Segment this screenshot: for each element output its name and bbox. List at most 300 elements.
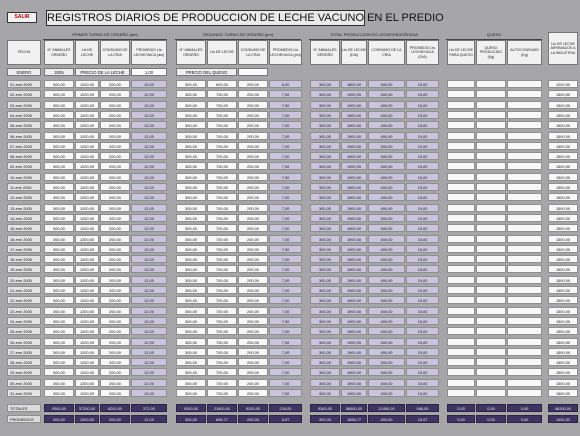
primer-lts-cell[interactable]: 1200,00 xyxy=(75,111,99,119)
queso-producido-cell[interactable] xyxy=(476,255,506,263)
primer-consumo-cell[interactable]: 200,00 xyxy=(100,111,130,119)
primer-animales-cell[interactable]: 300,00 xyxy=(44,348,74,356)
industria-cell[interactable]: 1500,00 xyxy=(548,142,578,150)
queso-producido-cell[interactable] xyxy=(476,162,506,170)
primer-consumo-cell[interactable]: 200,00 xyxy=(100,235,130,243)
primer-promedio-cell[interactable]: 12,00 xyxy=(131,379,167,387)
total-promedio-cell[interactable]: 15,00 xyxy=(406,348,439,356)
total-lts-cell[interactable]: 1900,00 xyxy=(341,235,367,243)
total-promedio-cell[interactable]: 15,00 xyxy=(406,235,439,243)
segundo-animales-cell[interactable]: 300,00 xyxy=(176,132,206,140)
total-lts-cell[interactable]: 1900,00 xyxy=(341,121,367,129)
industria-cell[interactable]: 1500,00 xyxy=(548,379,578,387)
industria-cell[interactable]: 1500,00 xyxy=(548,183,578,191)
segundo-consumo-cell[interactable]: 200,00 xyxy=(238,121,268,129)
primer-promedio-cell[interactable]: 12,00 xyxy=(131,142,167,150)
primer-promedio-cell[interactable]: 12,00 xyxy=(131,368,167,376)
total-lts-cell[interactable]: 1900,00 xyxy=(341,368,367,376)
total-lts-cell[interactable]: 1900,00 xyxy=(341,132,367,140)
queso-lts-cell[interactable] xyxy=(447,265,475,273)
primer-animales-cell[interactable]: 300,00 xyxy=(44,80,74,88)
primer-lts-cell[interactable]: 1200,00 xyxy=(75,204,99,212)
total-promedio-cell[interactable]: 15,00 xyxy=(406,204,439,212)
queso-lts-cell[interactable] xyxy=(447,348,475,356)
segundo-animales-cell[interactable]: 300,00 xyxy=(176,265,206,273)
primer-promedio-cell[interactable]: 12,00 xyxy=(131,101,167,109)
total-promedio-cell[interactable]: 15,00 xyxy=(406,101,439,109)
primer-animales-cell[interactable]: 300,00 xyxy=(44,162,74,170)
total-promedio-cell[interactable]: 15,00 xyxy=(406,296,439,304)
queso-producido-cell[interactable] xyxy=(476,111,506,119)
total-consumo-cell[interactable]: 400,00 xyxy=(368,121,405,129)
primer-promedio-cell[interactable]: 12,00 xyxy=(131,296,167,304)
queso-autoconsumo-cell[interactable] xyxy=(507,142,542,150)
queso-lts-cell[interactable] xyxy=(447,132,475,140)
segundo-lts-cell[interactable]: 700,00 xyxy=(207,245,237,253)
total-promedio-cell[interactable]: 15,00 xyxy=(406,358,439,366)
primer-animales-cell[interactable]: 300,00 xyxy=(44,90,74,98)
segundo-animales-cell[interactable]: 300,00 xyxy=(176,90,206,98)
primer-consumo-cell[interactable]: 200,00 xyxy=(100,173,130,181)
segundo-animales-cell[interactable]: 300,00 xyxy=(176,152,206,160)
segundo-consumo-cell[interactable]: 200,00 xyxy=(238,276,268,284)
total-lts-cell[interactable]: 1900,00 xyxy=(341,296,367,304)
segundo-consumo-cell[interactable]: 200,00 xyxy=(238,307,268,315)
total-animales-cell[interactable]: 300,00 xyxy=(310,368,340,376)
industria-cell[interactable]: 1500,00 xyxy=(548,90,578,98)
segundo-animales-cell[interactable]: 300,00 xyxy=(176,224,206,232)
queso-lts-cell[interactable] xyxy=(447,193,475,201)
primer-consumo-cell[interactable]: 200,00 xyxy=(100,183,130,191)
segundo-animales-cell[interactable]: 300,00 xyxy=(176,214,206,222)
industria-cell[interactable]: 1500,00 xyxy=(548,132,578,140)
total-promedio-cell[interactable]: 15,00 xyxy=(406,389,439,397)
total-consumo-cell[interactable]: 400,00 xyxy=(368,152,405,160)
total-animales-cell[interactable]: 300,00 xyxy=(310,152,340,160)
primer-animales-cell[interactable]: 300,00 xyxy=(44,317,74,325)
total-lts-cell[interactable]: 1900,00 xyxy=(341,245,367,253)
queso-producido-cell[interactable] xyxy=(476,327,506,335)
industria-cell[interactable]: 1500,00 xyxy=(548,368,578,376)
queso-producido-cell[interactable] xyxy=(476,183,506,191)
primer-consumo-cell[interactable]: 200,00 xyxy=(100,368,130,376)
total-lts-cell[interactable]: 1900,00 xyxy=(341,204,367,212)
primer-animales-cell[interactable]: 300,00 xyxy=(44,276,74,284)
industria-cell[interactable]: 1500,00 xyxy=(548,173,578,181)
primer-promedio-cell[interactable]: 12,00 xyxy=(131,214,167,222)
primer-animales-cell[interactable]: 300,00 xyxy=(44,368,74,376)
primer-animales-cell[interactable]: 300,00 xyxy=(44,358,74,366)
primer-animales-cell[interactable]: 300,00 xyxy=(44,265,74,273)
segundo-promedio-cell[interactable]: 7,00 xyxy=(269,152,302,160)
segundo-consumo-cell[interactable]: 200,00 xyxy=(238,111,268,119)
queso-producido-cell[interactable] xyxy=(476,152,506,160)
queso-autoconsumo-cell[interactable] xyxy=(507,132,542,140)
total-consumo-cell[interactable]: 400,00 xyxy=(368,276,405,284)
total-consumo-cell[interactable]: 400,00 xyxy=(368,368,405,376)
segundo-promedio-cell[interactable]: 6,00 xyxy=(269,80,302,88)
queso-producido-cell[interactable] xyxy=(476,307,506,315)
primer-promedio-cell[interactable]: 12,00 xyxy=(131,389,167,397)
segundo-promedio-cell[interactable]: 7,00 xyxy=(269,111,302,119)
queso-lts-cell[interactable] xyxy=(447,90,475,98)
queso-autoconsumo-cell[interactable] xyxy=(507,368,542,376)
total-promedio-cell[interactable]: 15,00 xyxy=(406,338,439,346)
total-animales-cell[interactable]: 300,00 xyxy=(310,327,340,335)
segundo-lts-cell[interactable]: 700,00 xyxy=(207,327,237,335)
primer-animales-cell[interactable]: 300,00 xyxy=(44,121,74,129)
queso-autoconsumo-cell[interactable] xyxy=(507,245,542,253)
segundo-lts-cell[interactable]: 700,00 xyxy=(207,358,237,366)
segundo-promedio-cell[interactable]: 7,00 xyxy=(269,183,302,191)
segundo-animales-cell[interactable]: 300,00 xyxy=(176,142,206,150)
primer-lts-cell[interactable]: 1200,00 xyxy=(75,121,99,129)
total-lts-cell[interactable]: 1900,00 xyxy=(341,193,367,201)
primer-lts-cell[interactable]: 1200,00 xyxy=(75,317,99,325)
primer-consumo-cell[interactable]: 200,00 xyxy=(100,142,130,150)
segundo-consumo-cell[interactable]: 200,00 xyxy=(238,90,268,98)
primer-animales-cell[interactable]: 300,00 xyxy=(44,224,74,232)
primer-lts-cell[interactable]: 1200,00 xyxy=(75,152,99,160)
primer-animales-cell[interactable]: 300,00 xyxy=(44,152,74,160)
segundo-promedio-cell[interactable]: 7,00 xyxy=(269,389,302,397)
total-promedio-cell[interactable]: 15,00 xyxy=(406,286,439,294)
industria-cell[interactable]: 1500,00 xyxy=(548,111,578,119)
queso-lts-cell[interactable] xyxy=(447,235,475,243)
primer-lts-cell[interactable]: 1200,00 xyxy=(75,214,99,222)
primer-animales-cell[interactable]: 300,00 xyxy=(44,142,74,150)
queso-autoconsumo-cell[interactable] xyxy=(507,183,542,191)
industria-cell[interactable]: 1500,00 xyxy=(548,214,578,222)
total-lts-cell[interactable]: 1800,00 xyxy=(341,80,367,88)
primer-lts-cell[interactable]: 1200,00 xyxy=(75,80,99,88)
queso-producido-cell[interactable] xyxy=(476,173,506,181)
total-lts-cell[interactable]: 1900,00 xyxy=(341,379,367,387)
total-animales-cell[interactable]: 300,00 xyxy=(310,276,340,284)
total-lts-cell[interactable]: 1900,00 xyxy=(341,307,367,315)
segundo-promedio-cell[interactable]: 7,00 xyxy=(269,101,302,109)
total-animales-cell[interactable]: 300,00 xyxy=(310,101,340,109)
total-animales-cell[interactable]: 300,00 xyxy=(310,173,340,181)
segundo-consumo-cell[interactable]: 200,00 xyxy=(238,80,268,88)
queso-autoconsumo-cell[interactable] xyxy=(507,162,542,170)
industria-cell[interactable]: 1500,00 xyxy=(548,327,578,335)
segundo-lts-cell[interactable]: 700,00 xyxy=(207,132,237,140)
segundo-lts-cell[interactable]: 700,00 xyxy=(207,389,237,397)
total-promedio-cell[interactable]: 15,00 xyxy=(406,276,439,284)
primer-consumo-cell[interactable]: 200,00 xyxy=(100,307,130,315)
queso-autoconsumo-cell[interactable] xyxy=(507,286,542,294)
primer-consumo-cell[interactable]: 200,00 xyxy=(100,327,130,335)
segundo-consumo-cell[interactable]: 200,00 xyxy=(238,101,268,109)
segundo-lts-cell[interactable]: 700,00 xyxy=(207,111,237,119)
queso-autoconsumo-cell[interactable] xyxy=(507,348,542,356)
queso-producido-cell[interactable] xyxy=(476,235,506,243)
segundo-animales-cell[interactable]: 300,00 xyxy=(176,204,206,212)
primer-promedio-cell[interactable]: 12,00 xyxy=(131,204,167,212)
primer-lts-cell[interactable]: 1200,00 xyxy=(75,193,99,201)
segundo-promedio-cell[interactable]: 7,00 xyxy=(269,368,302,376)
primer-promedio-cell[interactable]: 12,00 xyxy=(131,338,167,346)
primer-consumo-cell[interactable]: 200,00 xyxy=(100,121,130,129)
queso-lts-cell[interactable] xyxy=(447,317,475,325)
queso-autoconsumo-cell[interactable] xyxy=(507,152,542,160)
industria-cell[interactable]: 1500,00 xyxy=(548,255,578,263)
queso-autoconsumo-cell[interactable] xyxy=(507,338,542,346)
total-consumo-cell[interactable]: 400,00 xyxy=(368,90,405,98)
segundo-consumo-cell[interactable]: 200,00 xyxy=(238,142,268,150)
queso-autoconsumo-cell[interactable] xyxy=(507,173,542,181)
segundo-consumo-cell[interactable]: 200,00 xyxy=(238,173,268,181)
segundo-consumo-cell[interactable]: 200,00 xyxy=(238,389,268,397)
total-promedio-cell[interactable]: 15,00 xyxy=(406,255,439,263)
queso-autoconsumo-cell[interactable] xyxy=(507,317,542,325)
primer-lts-cell[interactable]: 1200,00 xyxy=(75,348,99,356)
segundo-promedio-cell[interactable]: 7,00 xyxy=(269,90,302,98)
primer-consumo-cell[interactable]: 200,00 xyxy=(100,358,130,366)
segundo-animales-cell[interactable]: 300,00 xyxy=(176,286,206,294)
total-animales-cell[interactable]: 300,00 xyxy=(310,204,340,212)
queso-lts-cell[interactable] xyxy=(447,338,475,346)
primer-consumo-cell[interactable]: 200,00 xyxy=(100,286,130,294)
total-animales-cell[interactable]: 300,00 xyxy=(310,193,340,201)
primer-promedio-cell[interactable]: 12,00 xyxy=(131,276,167,284)
segundo-promedio-cell[interactable]: 7,00 xyxy=(269,255,302,263)
segundo-lts-cell[interactable]: 700,00 xyxy=(207,296,237,304)
primer-promedio-cell[interactable]: 12,00 xyxy=(131,111,167,119)
total-animales-cell[interactable]: 300,00 xyxy=(310,296,340,304)
total-lts-cell[interactable]: 1900,00 xyxy=(341,224,367,232)
queso-autoconsumo-cell[interactable] xyxy=(507,235,542,243)
total-animales-cell[interactable]: 300,00 xyxy=(310,142,340,150)
total-lts-cell[interactable]: 1900,00 xyxy=(341,255,367,263)
segundo-lts-cell[interactable]: 700,00 xyxy=(207,121,237,129)
segundo-lts-cell[interactable]: 700,00 xyxy=(207,90,237,98)
total-lts-cell[interactable]: 1900,00 xyxy=(341,152,367,160)
primer-lts-cell[interactable]: 1200,00 xyxy=(75,389,99,397)
industria-cell[interactable]: 1200,00 xyxy=(548,80,578,88)
segundo-lts-cell[interactable]: 700,00 xyxy=(207,368,237,376)
salir-button[interactable]: SALIR xyxy=(7,12,37,23)
segundo-promedio-cell[interactable]: 7,00 xyxy=(269,162,302,170)
queso-autoconsumo-cell[interactable] xyxy=(507,255,542,263)
total-consumo-cell[interactable]: 400,00 xyxy=(368,224,405,232)
total-animales-cell[interactable]: 300,00 xyxy=(310,80,340,88)
segundo-promedio-cell[interactable]: 7,00 xyxy=(269,276,302,284)
queso-lts-cell[interactable] xyxy=(447,327,475,335)
primer-lts-cell[interactable]: 1200,00 xyxy=(75,368,99,376)
total-lts-cell[interactable]: 1900,00 xyxy=(341,389,367,397)
primer-lts-cell[interactable]: 1200,00 xyxy=(75,338,99,346)
queso-producido-cell[interactable] xyxy=(476,276,506,284)
segundo-animales-cell[interactable]: 300,00 xyxy=(176,327,206,335)
primer-consumo-cell[interactable]: 200,00 xyxy=(100,193,130,201)
segundo-animales-cell[interactable]: 300,00 xyxy=(176,368,206,376)
queso-lts-cell[interactable] xyxy=(447,121,475,129)
primer-consumo-cell[interactable]: 200,00 xyxy=(100,224,130,232)
queso-autoconsumo-cell[interactable] xyxy=(507,296,542,304)
total-animales-cell[interactable]: 300,00 xyxy=(310,132,340,140)
queso-producido-cell[interactable] xyxy=(476,132,506,140)
total-promedio-cell[interactable]: 15,00 xyxy=(406,111,439,119)
total-consumo-cell[interactable]: 400,00 xyxy=(368,235,405,243)
segundo-lts-cell[interactable]: 700,00 xyxy=(207,101,237,109)
segundo-promedio-cell[interactable]: 7,00 xyxy=(269,348,302,356)
segundo-animales-cell[interactable]: 300,00 xyxy=(176,317,206,325)
segundo-animales-cell[interactable]: 300,00 xyxy=(176,183,206,191)
total-promedio-cell[interactable]: 15,00 xyxy=(406,121,439,129)
primer-lts-cell[interactable]: 1200,00 xyxy=(75,327,99,335)
segundo-consumo-cell[interactable]: 200,00 xyxy=(238,224,268,232)
total-animales-cell[interactable]: 300,00 xyxy=(310,111,340,119)
total-animales-cell[interactable]: 300,00 xyxy=(310,121,340,129)
total-consumo-cell[interactable]: 400,00 xyxy=(368,162,405,170)
industria-cell[interactable]: 1500,00 xyxy=(548,317,578,325)
total-consumo-cell[interactable]: 400,00 xyxy=(368,307,405,315)
segundo-consumo-cell[interactable]: 200,00 xyxy=(238,327,268,335)
total-consumo-cell[interactable]: 400,00 xyxy=(368,245,405,253)
primer-promedio-cell[interactable]: 12,00 xyxy=(131,183,167,191)
segundo-animales-cell[interactable]: 300,00 xyxy=(176,173,206,181)
industria-cell[interactable]: 1500,00 xyxy=(548,307,578,315)
primer-animales-cell[interactable]: 300,00 xyxy=(44,245,74,253)
primer-consumo-cell[interactable]: 200,00 xyxy=(100,338,130,346)
total-animales-cell[interactable]: 300,00 xyxy=(310,162,340,170)
primer-animales-cell[interactable]: 300,00 xyxy=(44,193,74,201)
primer-lts-cell[interactable]: 1200,00 xyxy=(75,307,99,315)
segundo-promedio-cell[interactable]: 7,00 xyxy=(269,286,302,294)
total-consumo-cell[interactable]: 400,00 xyxy=(368,348,405,356)
primer-promedio-cell[interactable]: 12,00 xyxy=(131,348,167,356)
industria-cell[interactable]: 1500,00 xyxy=(548,152,578,160)
total-animales-cell[interactable]: 300,00 xyxy=(310,286,340,294)
segundo-promedio-cell[interactable]: 7,00 xyxy=(269,265,302,273)
queso-autoconsumo-cell[interactable] xyxy=(507,101,542,109)
total-promedio-cell[interactable]: 15,00 xyxy=(406,307,439,315)
primer-promedio-cell[interactable]: 12,00 xyxy=(131,317,167,325)
queso-lts-cell[interactable] xyxy=(447,276,475,284)
primer-lts-cell[interactable]: 1200,00 xyxy=(75,90,99,98)
primer-promedio-cell[interactable]: 12,00 xyxy=(131,121,167,129)
total-animales-cell[interactable]: 300,00 xyxy=(310,338,340,346)
total-lts-cell[interactable]: 1900,00 xyxy=(341,90,367,98)
industria-cell[interactable]: 1500,00 xyxy=(548,224,578,232)
queso-producido-cell[interactable] xyxy=(476,142,506,150)
queso-autoconsumo-cell[interactable] xyxy=(507,193,542,201)
queso-lts-cell[interactable] xyxy=(447,368,475,376)
segundo-promedio-cell[interactable]: 7,00 xyxy=(269,204,302,212)
primer-lts-cell[interactable]: 1200,00 xyxy=(75,379,99,387)
total-promedio-cell[interactable]: 15,00 xyxy=(406,90,439,98)
segundo-lts-cell[interactable]: 700,00 xyxy=(207,286,237,294)
queso-lts-cell[interactable] xyxy=(447,358,475,366)
segundo-consumo-cell[interactable]: 200,00 xyxy=(238,245,268,253)
queso-producido-cell[interactable] xyxy=(476,358,506,366)
segundo-promedio-cell[interactable]: 7,00 xyxy=(269,121,302,129)
total-consumo-cell[interactable]: 400,00 xyxy=(368,389,405,397)
total-animales-cell[interactable]: 300,00 xyxy=(310,183,340,191)
segundo-lts-cell[interactable]: 700,00 xyxy=(207,142,237,150)
total-promedio-cell[interactable]: 15,00 xyxy=(406,193,439,201)
month-field[interactable]: ENERO xyxy=(7,68,41,76)
total-lts-cell[interactable]: 1900,00 xyxy=(341,142,367,150)
segundo-consumo-cell[interactable]: 200,00 xyxy=(238,162,268,170)
queso-producido-cell[interactable] xyxy=(476,204,506,212)
primer-lts-cell[interactable]: 1200,00 xyxy=(75,255,99,263)
segundo-promedio-cell[interactable]: 7,00 xyxy=(269,296,302,304)
queso-producido-cell[interactable] xyxy=(476,317,506,325)
queso-lts-cell[interactable] xyxy=(447,379,475,387)
queso-autoconsumo-cell[interactable] xyxy=(507,307,542,315)
total-consumo-cell[interactable]: 400,00 xyxy=(368,193,405,201)
primer-lts-cell[interactable]: 1200,00 xyxy=(75,286,99,294)
segundo-lts-cell[interactable]: 700,00 xyxy=(207,317,237,325)
total-lts-cell[interactable]: 1900,00 xyxy=(341,265,367,273)
total-consumo-cell[interactable]: 400,00 xyxy=(368,111,405,119)
total-lts-cell[interactable]: 1900,00 xyxy=(341,173,367,181)
primer-lts-cell[interactable]: 1200,00 xyxy=(75,276,99,284)
segundo-animales-cell[interactable]: 300,00 xyxy=(176,358,206,366)
total-consumo-cell[interactable]: 400,00 xyxy=(368,132,405,140)
total-lts-cell[interactable]: 1900,00 xyxy=(341,358,367,366)
total-promedio-cell[interactable]: 15,00 xyxy=(406,265,439,273)
primer-consumo-cell[interactable]: 200,00 xyxy=(100,245,130,253)
queso-producido-cell[interactable] xyxy=(476,286,506,294)
queso-lts-cell[interactable] xyxy=(447,245,475,253)
total-consumo-cell[interactable]: 400,00 xyxy=(368,255,405,263)
queso-producido-cell[interactable] xyxy=(476,121,506,129)
queso-autoconsumo-cell[interactable] xyxy=(507,90,542,98)
segundo-consumo-cell[interactable]: 200,00 xyxy=(238,317,268,325)
segundo-lts-cell[interactable]: 700,00 xyxy=(207,338,237,346)
industria-cell[interactable]: 1500,00 xyxy=(548,121,578,129)
queso-lts-cell[interactable] xyxy=(447,296,475,304)
total-promedio-cell[interactable]: 15,00 xyxy=(406,183,439,191)
queso-autoconsumo-cell[interactable] xyxy=(507,276,542,284)
queso-producido-cell[interactable] xyxy=(476,338,506,346)
primer-lts-cell[interactable]: 1200,00 xyxy=(75,142,99,150)
segundo-lts-cell[interactable]: 700,00 xyxy=(207,224,237,232)
queso-producido-cell[interactable] xyxy=(476,296,506,304)
segundo-lts-cell[interactable]: 700,00 xyxy=(207,204,237,212)
primer-promedio-cell[interactable]: 12,00 xyxy=(131,255,167,263)
segundo-lts-cell[interactable]: 700,00 xyxy=(207,379,237,387)
primer-consumo-cell[interactable]: 200,00 xyxy=(100,80,130,88)
segundo-animales-cell[interactable]: 300,00 xyxy=(176,245,206,253)
segundo-promedio-cell[interactable]: 7,00 xyxy=(269,338,302,346)
total-promedio-cell[interactable]: 15,00 xyxy=(406,245,439,253)
queso-lts-cell[interactable] xyxy=(447,255,475,263)
total-promedio-cell[interactable]: 15,00 xyxy=(406,379,439,387)
total-consumo-cell[interactable]: 400,00 xyxy=(368,338,405,346)
total-promedio-cell[interactable]: 15,00 xyxy=(406,152,439,160)
primer-lts-cell[interactable]: 1200,00 xyxy=(75,235,99,243)
segundo-promedio-cell[interactable]: 7,00 xyxy=(269,327,302,335)
primer-consumo-cell[interactable]: 200,00 xyxy=(100,276,130,284)
primer-lts-cell[interactable]: 1200,00 xyxy=(75,183,99,191)
primer-consumo-cell[interactable]: 200,00 xyxy=(100,265,130,273)
primer-animales-cell[interactable]: 300,00 xyxy=(44,101,74,109)
segundo-animales-cell[interactable]: 300,00 xyxy=(176,307,206,315)
industria-cell[interactable]: 1500,00 xyxy=(548,348,578,356)
segundo-promedio-cell[interactable]: 7,00 xyxy=(269,142,302,150)
queso-autoconsumo-cell[interactable] xyxy=(507,204,542,212)
industria-cell[interactable]: 1500,00 xyxy=(548,389,578,397)
primer-promedio-cell[interactable]: 12,00 xyxy=(131,132,167,140)
segundo-animales-cell[interactable]: 300,00 xyxy=(176,338,206,346)
queso-autoconsumo-cell[interactable] xyxy=(507,379,542,387)
primer-animales-cell[interactable]: 300,00 xyxy=(44,379,74,387)
